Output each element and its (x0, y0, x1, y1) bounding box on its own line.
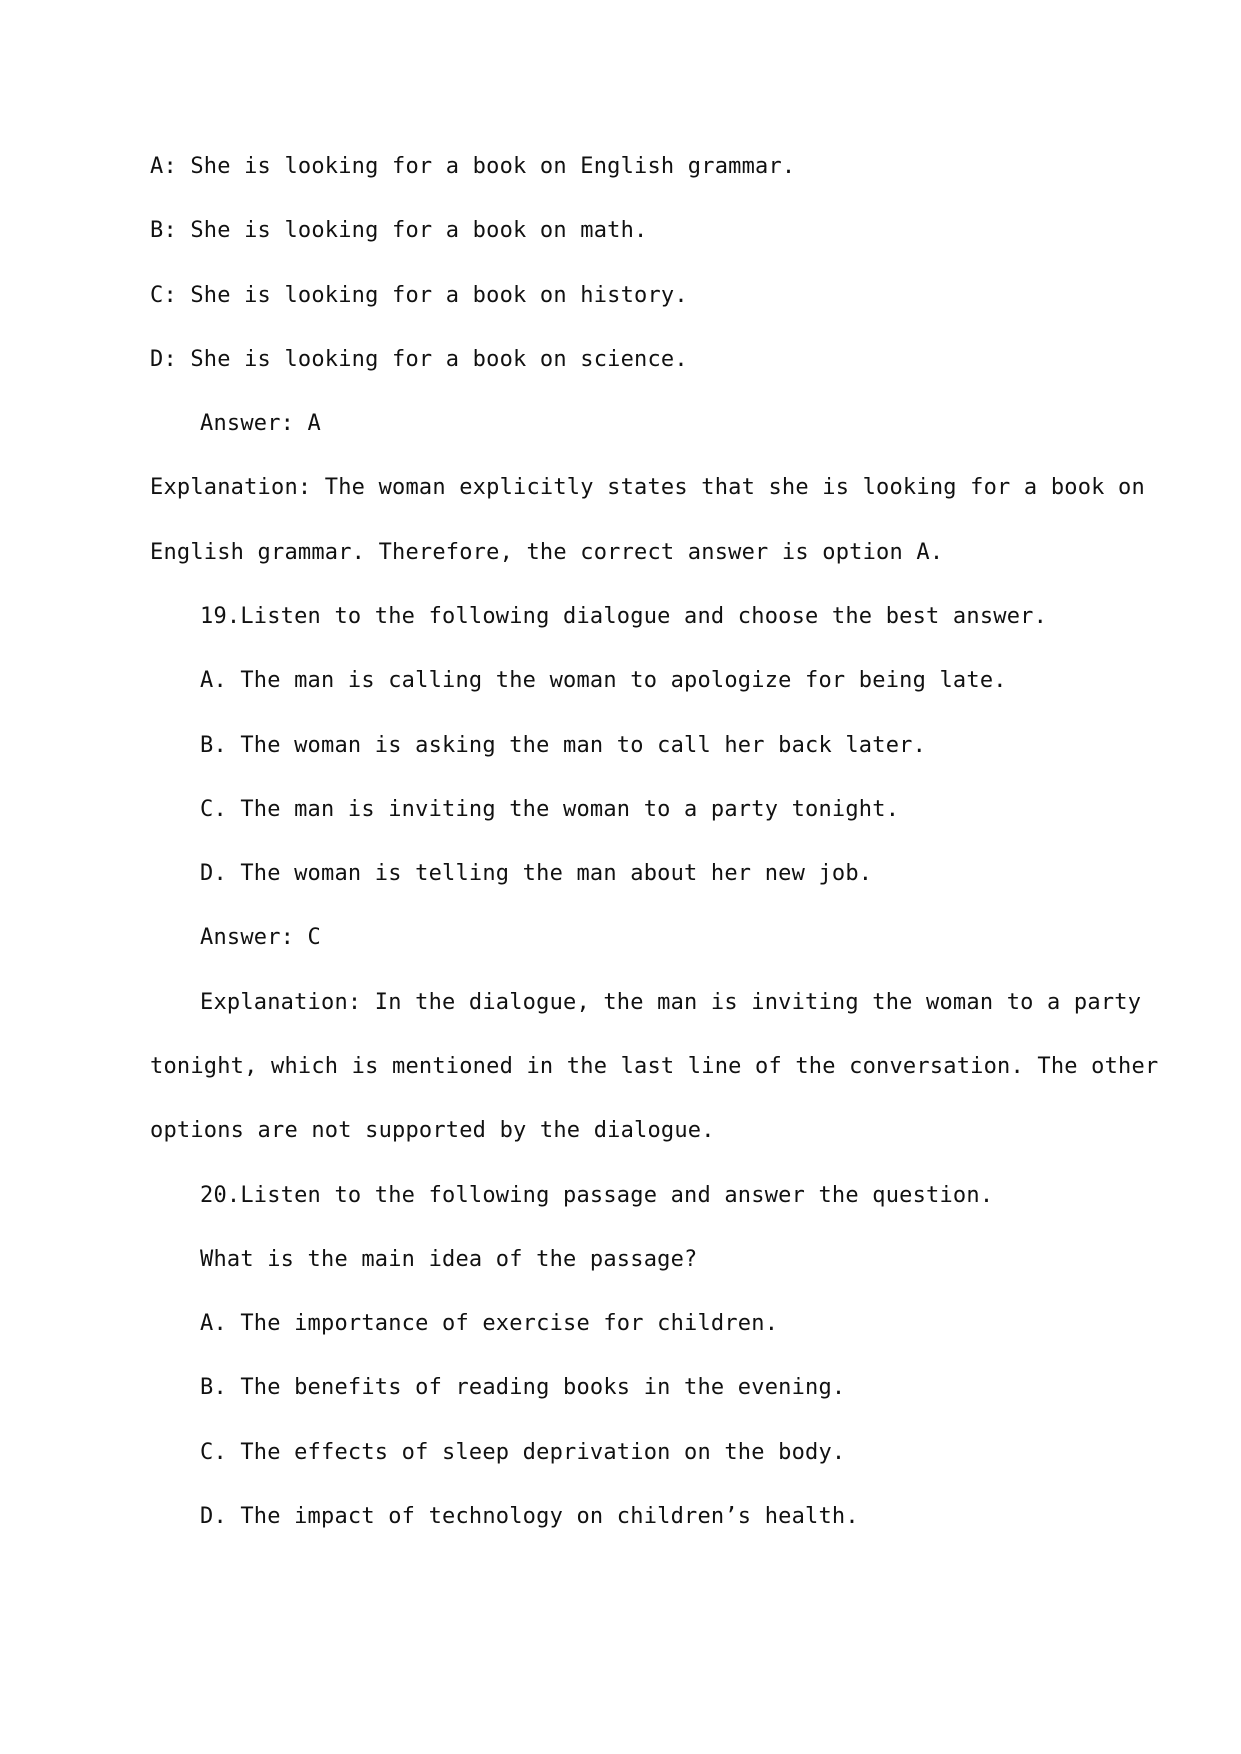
q19-option-d: D. The woman is telling the man about her new job. (200, 861, 873, 886)
prev-option-b: B: She is looking for a book on math. (150, 218, 648, 243)
q20-option-c: C. The effects of sleep deprivation on the body. (200, 1440, 846, 1465)
prev-option-d: D: She is looking for a book on science. (150, 347, 688, 372)
q19-explanation-line-2: tonight, which is mentioned in the last line of the conversation. The other (150, 1054, 1159, 1079)
q19-explanation-line-1: Explanation: In the dialogue, the man is inviting the woman to a party (200, 990, 1142, 1015)
q19-option-b: B. The woman is asking the man to call her back later. (200, 733, 927, 758)
q20-prompt: 20.Listen to the following passage and answer the question. (200, 1183, 994, 1208)
q20-option-d: D. The impact of technology on children’s health. (200, 1504, 859, 1529)
q19-option-a: A. The man is calling the woman to apologize for being late. (200, 668, 1007, 693)
q20-option-a: A. The importance of exercise for children. (200, 1311, 779, 1336)
prev-answer: Answer: A (200, 411, 322, 436)
prev-option-a: A: She is looking for a book on English grammar. (150, 154, 796, 179)
q19-explanation-line-3: options are not supported by the dialogue. (150, 1118, 715, 1143)
q19-answer: Answer: C (200, 925, 322, 950)
q20-option-b: B. The benefits of reading books in the evening. (200, 1375, 846, 1400)
q20-question: What is the main idea of the passage? (200, 1247, 698, 1272)
q19-option-c: C. The man is inviting the woman to a party tonight. (200, 797, 900, 822)
q19-prompt: 19.Listen to the following dialogue and choose the best answer. (200, 604, 1048, 629)
prev-explanation-line-2: English grammar. Therefore, the correct answer is option A. (150, 540, 944, 565)
prev-explanation-line-1: Explanation: The woman explicitly states that she is looking for a book on (150, 475, 1145, 500)
prev-option-c: C: She is looking for a book on history. (150, 283, 688, 308)
